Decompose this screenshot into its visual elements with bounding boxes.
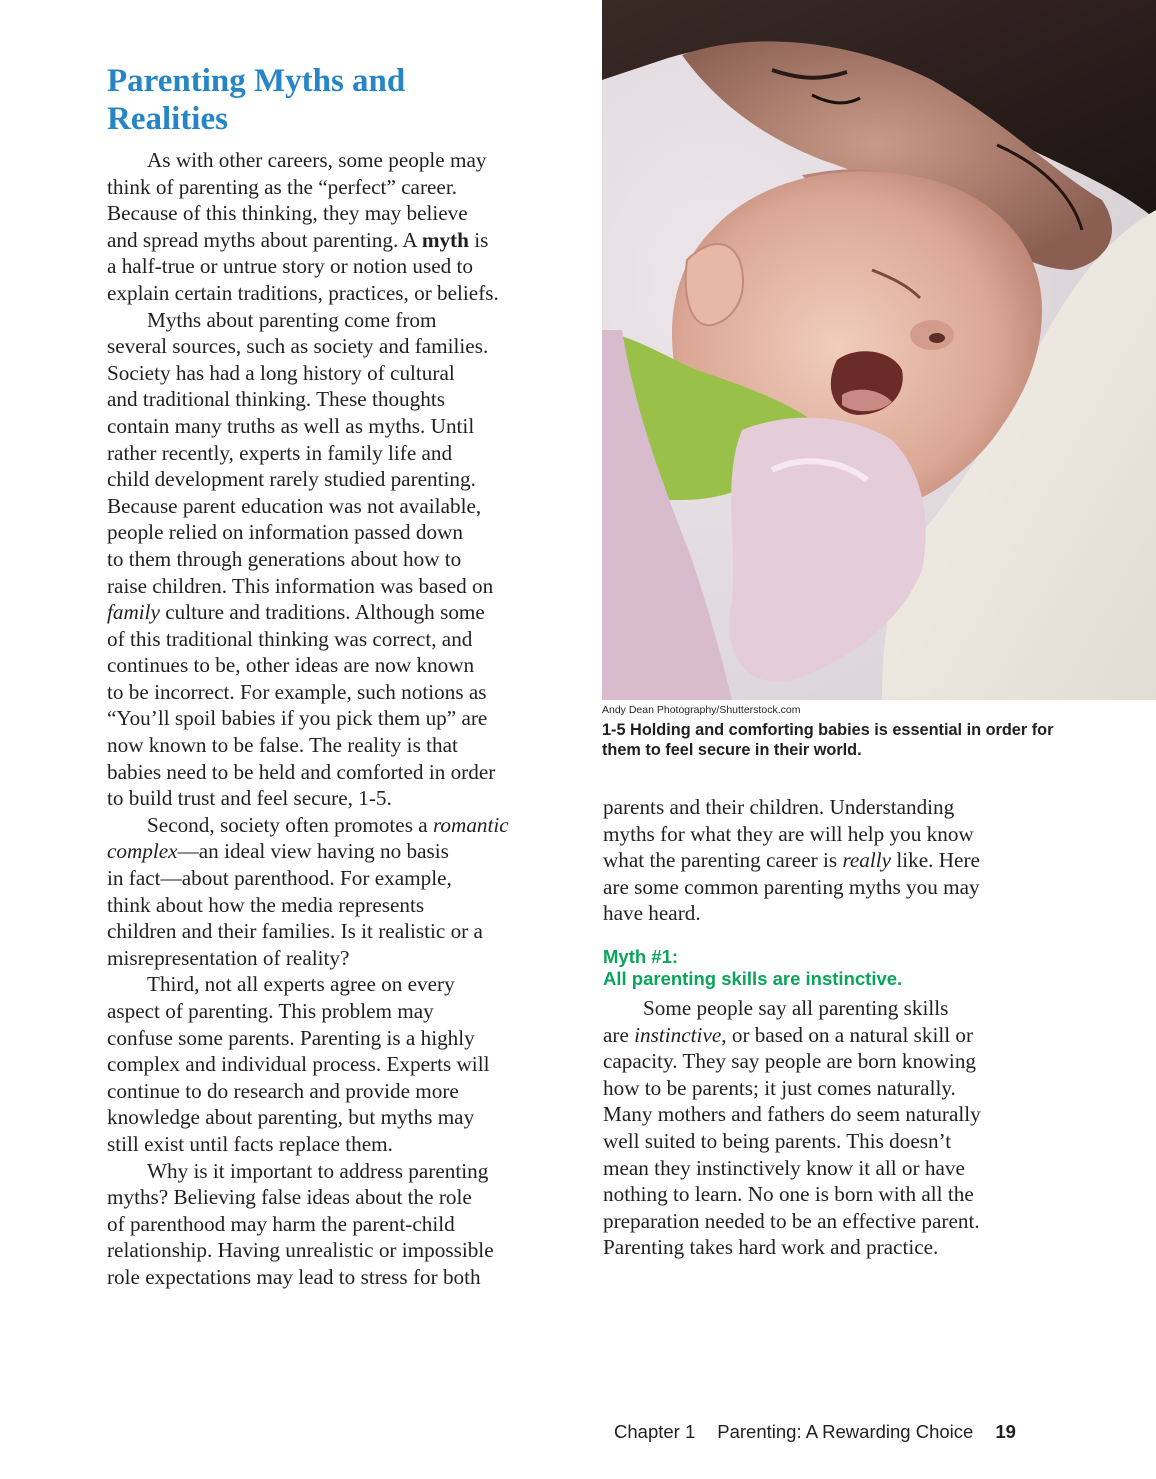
text-line: myths? Believing false ideas about the role	[107, 1185, 472, 1210]
text-line: to them through generations about how to	[107, 546, 462, 571]
text-line: now known to be false. The reality is that	[107, 733, 458, 758]
text-line: relationship. Having unrealistic or impossible	[107, 1238, 494, 1263]
text-line: explain certain traditions, practices, or beliefs.	[107, 280, 499, 305]
text-line: Second, society often promotes a romantic	[147, 812, 509, 837]
left-column-body	[107, 147, 577, 1291]
text-line: and traditional thinking. These thoughts	[107, 387, 445, 412]
text-line: Myths about parenting come from	[147, 307, 437, 332]
text-line: think of parenting as the “perfect” career.	[107, 174, 457, 199]
right-column-body	[603, 794, 1073, 927]
text-line: how to be parents; it just comes naturally.	[603, 1075, 956, 1100]
photo-illustration-icon	[602, 0, 1156, 700]
text-line: Some people say all parenting skills	[643, 996, 949, 1020]
text-line: and spread myths about parenting. A myth is	[107, 227, 489, 252]
text-line: family culture and traditions. Although some	[107, 600, 485, 625]
section-heading	[107, 62, 577, 138]
text-line: a half-true or untrue story or notion used to	[107, 254, 473, 279]
myth-body	[603, 995, 1073, 1261]
footer-chapter: Chapter 1	[614, 1421, 696, 1442]
text-line: are instinctive, or based on a natural skill or	[603, 1022, 974, 1047]
text-line: Why is it important to address parenting	[147, 1158, 489, 1183]
heading-line: Parenting Myths and	[107, 63, 406, 99]
myth-title: All parenting skills are instinctive.	[603, 968, 903, 989]
text-line: are some common parenting myths you may	[603, 874, 980, 899]
text-line: As with other careers, some people may	[147, 148, 487, 172]
text-line: knowledge about parenting, but myths may	[107, 1105, 475, 1130]
text-line: babies need to be held and comforted in order	[107, 759, 496, 784]
text-line: think about how the media represents	[107, 892, 425, 917]
heading-line: Realities	[107, 101, 228, 137]
text-line: capacity. They say people are born knowing	[603, 1049, 977, 1074]
text-line: Many mothers and fathers do seem naturally	[603, 1102, 981, 1127]
text-line: in fact—about parenthood. For example,	[107, 866, 452, 891]
text-line: well suited to being parents. This doesn’t	[603, 1128, 952, 1153]
text-line: what the parenting career is really like. Here	[603, 848, 980, 873]
text-line: confuse some parents. Parenting is a highly	[107, 1025, 475, 1050]
text-line: parents and their children. Understanding	[603, 795, 955, 819]
text-line: rather recently, experts in family life and	[107, 440, 453, 465]
text-line: raise children. This information was based on	[107, 573, 494, 598]
footer-chapter-title: Parenting: A Rewarding Choice	[717, 1421, 974, 1442]
text-line: myths for what they are will help you know	[603, 821, 974, 846]
text-line: have heard.	[603, 901, 701, 926]
figure-caption: 1-5 Holding and comforting babies is essential in order for them to feel secure in their world.	[602, 721, 1054, 759]
text-line: aspect of parenting. This problem may	[107, 999, 434, 1023]
text-line: Society has had a long history of cultural	[107, 360, 455, 385]
page-footer	[614, 1421, 1016, 1443]
photo-credit: Andy Dean Photography/Shutterstock.com	[602, 704, 801, 716]
text-line: mean they instinctively know it all or have	[603, 1155, 965, 1180]
text-line: people relied on information passed down	[107, 520, 463, 545]
text-line: complex and individual process. Experts will	[107, 1052, 490, 1077]
text-line: preparation needed to be an effective parent.	[603, 1208, 980, 1233]
myth-subheading	[603, 946, 1073, 990]
text-line: Because parent education was not available,	[107, 493, 482, 518]
text-line: complex—an ideal view having no basis	[107, 839, 449, 864]
text-line: to be incorrect. For example, such notions as	[107, 679, 487, 704]
text-line: “You’ll spoil babies if you pick them up” are	[107, 706, 488, 731]
text-line: continue to do research and provide more	[107, 1078, 459, 1103]
figure-photo	[602, 0, 1156, 700]
text-line: nothing to learn. No one is born with all the	[603, 1182, 974, 1207]
text-line: to build trust and feel secure, 1-5.	[107, 786, 392, 811]
page-number: 19	[995, 1421, 1016, 1442]
myth-label: Myth #1:	[603, 946, 679, 967]
text-line: continues to be, other ideas are now known	[107, 653, 475, 678]
text-line: child development rarely studied parenting.	[107, 467, 476, 492]
text-line: contain many truths as well as myths. Until	[107, 413, 475, 438]
text-line: of parenthood may harm the parent-child	[107, 1211, 455, 1236]
text-line: children and their families. Is it realistic or a	[107, 919, 483, 944]
text-line: role expectations may lead to stress for both	[107, 1264, 481, 1289]
text-line: of this traditional thinking was correct, and	[107, 626, 473, 651]
text-line: several sources, such as society and families.	[107, 334, 489, 359]
text-line: Because of this thinking, they may believe	[107, 201, 468, 226]
text-line: still exist until facts replace them.	[107, 1131, 393, 1156]
text-line: misrepresentation of reality?	[107, 945, 350, 970]
text-line: Parenting takes hard work and practice.	[603, 1235, 939, 1260]
text-line: Third, not all experts agree on every	[147, 972, 455, 997]
